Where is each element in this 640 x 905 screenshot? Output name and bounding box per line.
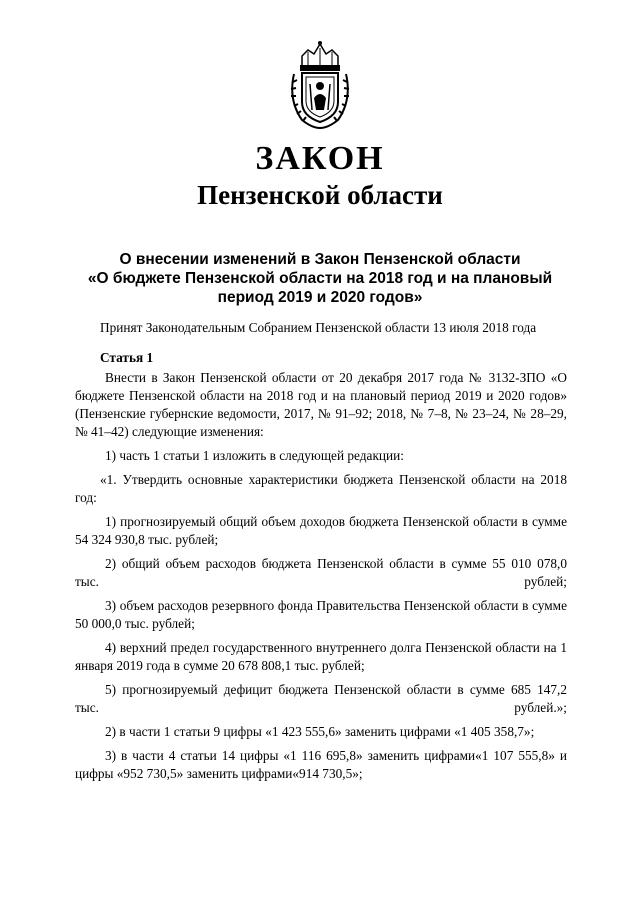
subject-line-2: «О бюджете Пензенской области на 2018 год и на плановый	[87, 270, 553, 287]
article-intro: Внести в Закон Пензенской области от 20 декабря 2017 года № 3132-ЗПО «О бюджете Пензенской области на 2018 год и на плановый период 2019 и 2020 годов» (Пензенские губернские ведомости, 2017, № 91–92; 2018, № 7–8, № 23–24, № 28–29, № 41–42) следующие изменения:	[75, 370, 567, 439]
coat-of-arms-icon	[288, 40, 352, 130]
amendment-item: «1. Утвердить основные характеристики бюджета Пензенской области на 2018 год:	[75, 472, 567, 505]
amendment-item: 5) прогнозируемый дефицит бюджета Пензенской области в сумме 685 147,2 тыс. рублей.»;	[75, 682, 567, 715]
law-subject	[60, 250, 580, 307]
amendment-item: 2) в части 1 статьи 9 цифры «1 423 555,6» заменить цифрами «1 405 358,7»;	[105, 724, 535, 739]
law-title: ЗАКОН	[255, 140, 385, 177]
amendment-item: 3) объем расходов резервного фонда Правительства Пензенской области в сумме 50 000,0 тыс. рублей;	[75, 598, 567, 631]
amendment-item: 4) верхний предел государственного внутреннего долга Пензенской области на 1 января 2019 года в сумме 20 678 808,1 тыс. рублей;	[75, 640, 567, 673]
amendment-item: 1) часть 1 статьи 1 изложить в следующей редакции:	[105, 448, 404, 463]
subject-line-3: период 2019 и 2020 годов»	[217, 289, 423, 306]
article-heading: Статья 1	[100, 350, 154, 365]
amendment-item: 3) в части 4 статьи 14 цифры «1 116 695,8» заменить цифрами«1 107 555,8» и цифры «952 730,5» заменить цифрами«914 730,5»;	[75, 748, 567, 781]
law-region-title: Пензенской области	[197, 180, 443, 210]
amendment-item: 2) общий объем расходов бюджета Пензенской области в сумме 55 010 078,0 тыс. рублей;	[75, 556, 567, 589]
adoption-note: Принят Законодательным Собранием Пензенской области 13 июля 2018 года	[100, 320, 537, 335]
subject-line-1: О внесении изменений в Закон Пензенской области	[119, 251, 521, 268]
article-body	[75, 369, 567, 789]
amendment-item: 1) прогнозируемый общий объем доходов бюджета Пензенской области в сумме 54 324 930,8 тыс. рублей;	[75, 514, 567, 547]
